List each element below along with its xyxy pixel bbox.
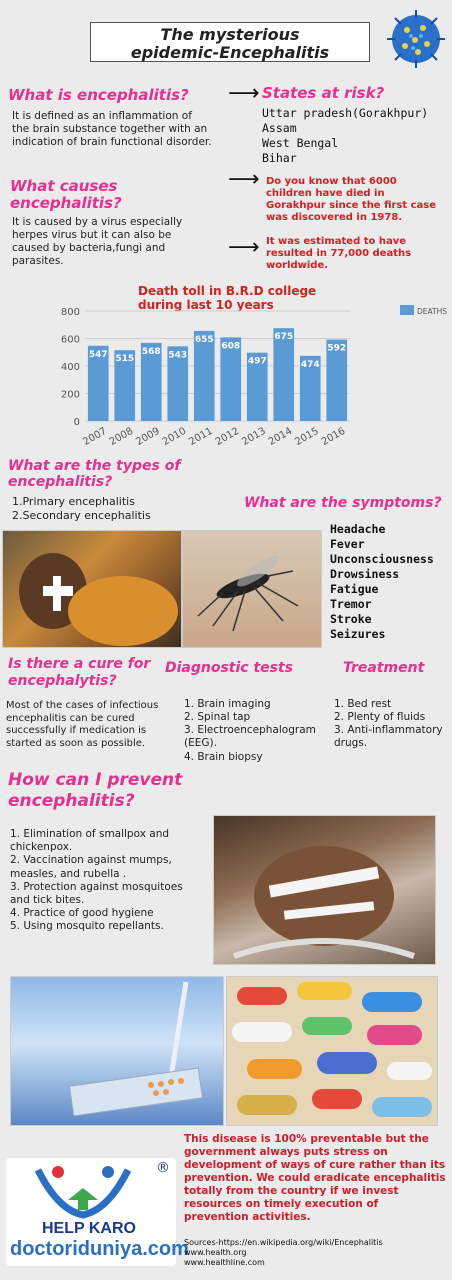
conclusion-text: This disease is 100% preventable but the government always puts stress on development of ways of cure rather than its prevention. We could eradicate encephalitis totally from the country if we invest resources on timely execution of prevention activities. [184, 1133, 446, 1223]
x-tick-label: 2016 [319, 425, 348, 448]
pills-photo [226, 976, 438, 1126]
fact-gorakhpur: Do you know that 6000 children have died in Gorakhpur since the first case was discovered in 1978. [266, 176, 437, 223]
source-line: www.health.org [184, 1248, 247, 1257]
prevent-heading-line-1: How can I prevent [8, 770, 183, 790]
x-tick-label: 2008 [107, 425, 136, 448]
deaths-bar-chart [55, 305, 452, 450]
symptom-item: Stroke [330, 612, 372, 626]
symptom-item: Headache [330, 522, 386, 536]
sources [184, 1238, 383, 1268]
treatment-item: 1. Bed rest [334, 698, 392, 710]
causes-heading-line-2: encephalitis? [10, 194, 122, 212]
logo-name: HELP KARO [42, 1220, 136, 1237]
prevent-item: 2. Vaccination against mumps, measles, and rubella . [10, 854, 172, 880]
arrow-right-icon: ⟶ [228, 167, 260, 192]
y-tick-label: 200 [60, 389, 80, 401]
causes-text: It is caused by a virus especially herpes virus but it can also be caused by bacteria,fungi and parasites. [12, 216, 183, 268]
prevent-item: 5. Using mosquito repellants. [10, 920, 164, 933]
legend-swatch [400, 305, 414, 315]
treatment-item: 3. Anti-inflammatory drugs. [334, 724, 443, 750]
lab-pipette-photo [10, 976, 224, 1126]
data-label: 608 [221, 341, 241, 352]
source-line: www.healthline.com [184, 1258, 265, 1267]
child-patient-photo [2, 530, 182, 648]
arrow-right-icon: ⟶ [228, 235, 260, 260]
type-item: 1.Primary encephalitis [12, 495, 135, 508]
logo-box [6, 1158, 189, 1266]
logo-mark-icon [28, 1160, 138, 1222]
x-tick-label: 2007 [81, 425, 109, 448]
y-tick-label: 400 [60, 362, 80, 373]
types-heading [8, 458, 180, 490]
data-label: 592 [327, 343, 347, 354]
prevent-item: 1. Elimination of smallpox and chickenpox. [10, 828, 170, 854]
mosquito-photo [182, 530, 322, 648]
symptoms-list [330, 522, 434, 642]
prevent-heading [8, 770, 182, 812]
y-tick-label: 600 [60, 334, 80, 346]
symptom-item: Drowsiness [330, 567, 400, 581]
state-item: Bihar [262, 151, 297, 165]
treatment-item: 2. Plenty of fluids [334, 711, 426, 724]
y-tick-label: 0 [73, 417, 80, 428]
logo-site: doctoriduniya.com [10, 1238, 189, 1260]
data-label: 474 [300, 359, 320, 370]
y-tick-label: 800 [60, 307, 80, 318]
diagnostic-item: 3. Electroencephalogram (EEG). [184, 724, 316, 750]
x-tick-label: 2015 [293, 425, 321, 448]
source-line: Sources-https://en.wikipedia.org/wiki/Encephalitis [184, 1238, 383, 1247]
symptom-item: Tremor [330, 597, 372, 611]
data-label: 547 [88, 349, 108, 360]
cure-heading [8, 656, 150, 690]
diagnostic-list [184, 698, 334, 764]
virus-illustration [385, 8, 447, 70]
diagnostic-item: 2. Spinal tap [184, 711, 251, 724]
data-label: 568 [141, 346, 161, 357]
arrow-right-icon: ⟶ [228, 81, 260, 106]
data-label: 543 [168, 350, 188, 361]
registered-mark: ® [156, 1160, 170, 1176]
symptoms-heading: What are the symptoms? [244, 495, 442, 511]
prevent-list [10, 828, 185, 934]
cure-text: Most of the cases of infectious encephalitis can be cured successfully if medication is started as soon as possible. [6, 700, 159, 749]
diagnostic-heading: Diagnostic tests [165, 660, 294, 676]
x-tick-label: 2013 [240, 425, 268, 448]
prevent-item: 4. Practice of good hygiene [10, 907, 154, 920]
x-tick-label: 2011 [187, 425, 215, 448]
state-item: Assam [262, 121, 297, 135]
causes-heading [10, 178, 122, 212]
fact-worldwide: It was estimated to have resulted in 77,000 deaths worldwide. [266, 236, 412, 271]
state-item: Uttar pradesh(Gorakhpur) [262, 106, 429, 120]
title-line-1: The mysterious [160, 25, 300, 44]
treatment-list [334, 698, 450, 751]
symptom-item: Fever [330, 537, 365, 551]
page-title [91, 23, 369, 62]
data-label: 515 [115, 354, 135, 365]
type-item: 2.Secondary encephalitis [12, 509, 151, 522]
chart-title: Death toll in B.R.D college during last 10 years [138, 284, 317, 312]
x-tick-label: 2012 [213, 425, 242, 448]
what-is-text: It is defined as an inflammation of the brain substance together with an indication of brain functional disorder. [12, 110, 212, 149]
types-heading-line-2: encephalitis? [8, 474, 113, 490]
legend-label: DEATHS [417, 307, 448, 316]
types-list [12, 495, 151, 523]
hospitalized-child-photo [213, 815, 436, 965]
types-heading-line-1: What are the types of [8, 458, 181, 474]
x-tick-label: 2010 [160, 425, 189, 448]
treatment-heading: Treatment [343, 660, 425, 676]
state-item: West Bengal [262, 136, 339, 150]
title-line-2: epidemic-Encephalitis [130, 43, 330, 62]
states-list [262, 106, 428, 166]
cure-heading-line-2: encephalytis? [8, 673, 117, 689]
prevent-item: 3. Protection against mosquitoes and tick bites. [10, 880, 183, 907]
x-tick-label: 2014 [266, 425, 295, 448]
title-box [90, 22, 370, 62]
data-label: 655 [194, 334, 214, 345]
diagnostic-item: 4. Brain biopsy [184, 750, 263, 763]
what-is-heading: What is encephalitis? [8, 86, 189, 104]
symptom-item: Unconsciousness [330, 552, 434, 566]
states-heading: States at risk? [262, 84, 385, 102]
cure-heading-line-1: Is there a cure for [8, 656, 151, 672]
data-label: 497 [247, 356, 267, 367]
x-tick-label: 2009 [134, 425, 162, 448]
prevent-heading-line-2: encephalitis? [8, 791, 135, 811]
symptom-item: Fatigue [330, 582, 379, 596]
symptom-item: Seizures [330, 627, 386, 641]
data-label: 675 [274, 332, 294, 343]
causes-heading-line-1: What causes [10, 177, 118, 195]
diagnostic-item: 1. Brain imaging [184, 698, 271, 710]
